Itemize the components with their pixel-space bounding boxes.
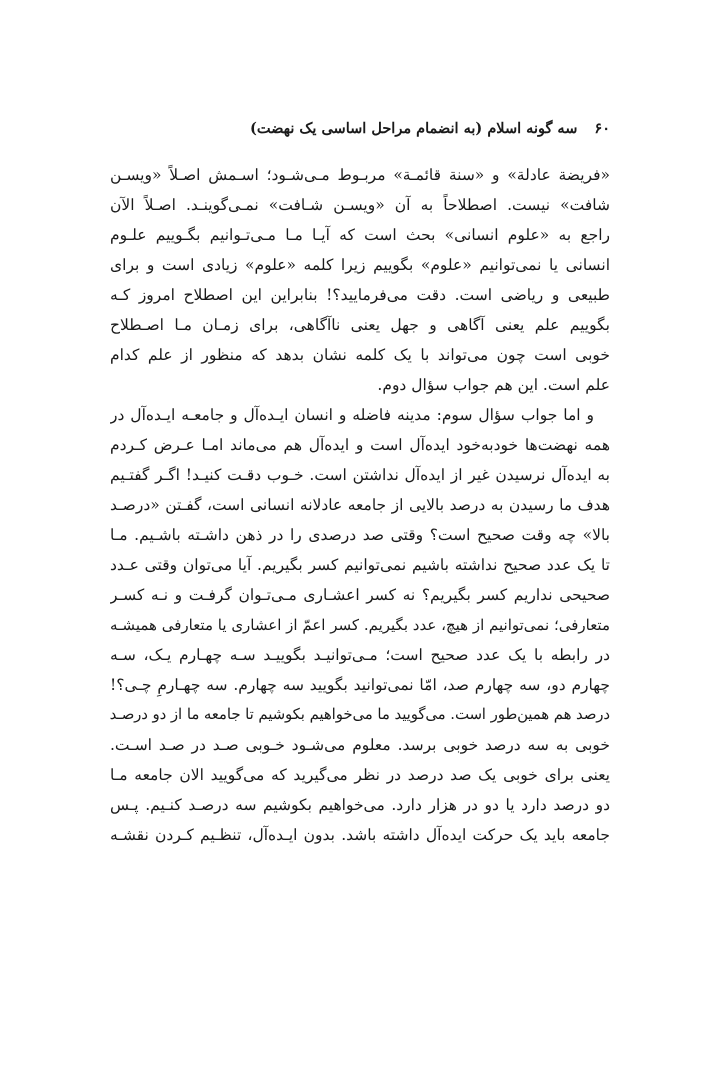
text-line: تا یک عدد صحیح نداشته باشیم نمی‌توانیم کسر بگیریم. آیا می‌توان وقتی عـدد	[110, 556, 610, 574]
text-line: و اما جواب سؤال سوم: مدینه فاضله و انسان ایـده‌آل و جامعـه ایـده‌آل در	[110, 406, 594, 424]
text-line: بگوییم علم یعنی آگاهی و جهل یعنی ناآگاهی، برای زمـان مـا اصـطلاح	[110, 316, 610, 334]
text-line: به ایده‌آل نرسیدن غیر از ایده‌آل نداشتن است. خـوب دقـت کنیـد! اگـر گفتـیم	[110, 466, 610, 484]
paragraph-1	[110, 160, 610, 400]
text-line: علم است. این هم جواب سؤال دوم.	[377, 376, 610, 394]
text-line: طبیعی و ریاضی است. دقت می‌فرمایید؟! بنابراین این اصطلاح امروز کـه	[110, 286, 610, 304]
text-line: چهارم دو، سه چهارم صد، امّا نمی‌توانید بگویید سه چهارم. سه چهـارمِ چـی؟!	[110, 676, 610, 694]
text-line: انسانی یا نمی‌توانیم «علوم» بگوییم زیرا کلمه «علوم» زیادی است و برای	[110, 256, 610, 274]
text-line: یعنی برای خوبی یک صد درصد در نظر می‌گیرید که می‌گویید الان جامعه مـا	[110, 766, 610, 784]
paragraph-2	[110, 400, 610, 850]
text-line: خوبی به سه درصد خوبی برسد. معلوم می‌شـود خـوبی صـد در صـد اسـت.	[110, 736, 610, 754]
text-line: هدف ما رسیدن به درصد بالایی از جامعه عادلانه انسانی است، گفـتن «درصـد	[110, 496, 610, 514]
text-line: همه نهضت‌ها خودبه‌خود ایده‌آل است و ایده‌آل هم می‌ماند امـا عـرض کـردم	[110, 436, 610, 454]
text-line: راجع به «علوم انسانی» بحث است که آیـا مـا مـی‌تـوانیم بگـوییم علـوم	[110, 226, 610, 244]
text-line: متعارفی؛ نمی‌توانیم از هیچ، عدد بگیریم. کسر اعمّ از اعشاری یا متعارفی همیشـه	[110, 616, 610, 634]
text-line: خوبی است چون می‌تواند با یک کلمه نشان بدهد که منظور از علم کدام	[110, 346, 610, 364]
page-number: ۶۰	[594, 120, 610, 137]
text-line: جامعه باید یک حرکت ایده‌آل داشته باشد. بدون ایـده‌آل، تنظـیم کـردن نقشـه	[110, 826, 610, 844]
text-line: درصد هم همین‌طور است. می‌گویید ما می‌خواهیم بکوشیم تا جامعه ما از دو درصـد	[110, 706, 610, 723]
running-header	[110, 120, 610, 137]
text-line: صحیحی نداریم کسر بگیریم؟ نه کسر اعشـاری مـی‌تـوان گرفـت و نـه کسـر	[110, 586, 610, 604]
chapter-title: سه گونه اسلام (به انضمام مراحل اساسی یک نهضت)	[249, 120, 578, 137]
text-line: دو درصد دارد یا دو در هزار دارد. می‌خواهیم بکوشیم سه درصـد کنـیم. پـس	[110, 796, 610, 814]
text-line: «فریضة عادلة» و «سنة قائمـة» مربـوط مـی‌شـود؛ اسـمش اصـلاً «ویسـن	[110, 166, 610, 184]
text-line: بالا» چه وقت صحیح است؟ وقتی صد درصدی را در ذهن داشـته باشـیم. مـا	[110, 526, 610, 544]
text-line: شافت» نیست. اصطلاحاً به آن «ویسـن شـافت» نمـی‌گوینـد. اصـلاً الآن	[110, 196, 610, 214]
body-text	[110, 160, 610, 850]
text-line: در رابطه با یک عدد صحیح است؛ مـی‌توانیـد بگوییـد سـه چهـارم یـک، سـه	[110, 646, 610, 664]
